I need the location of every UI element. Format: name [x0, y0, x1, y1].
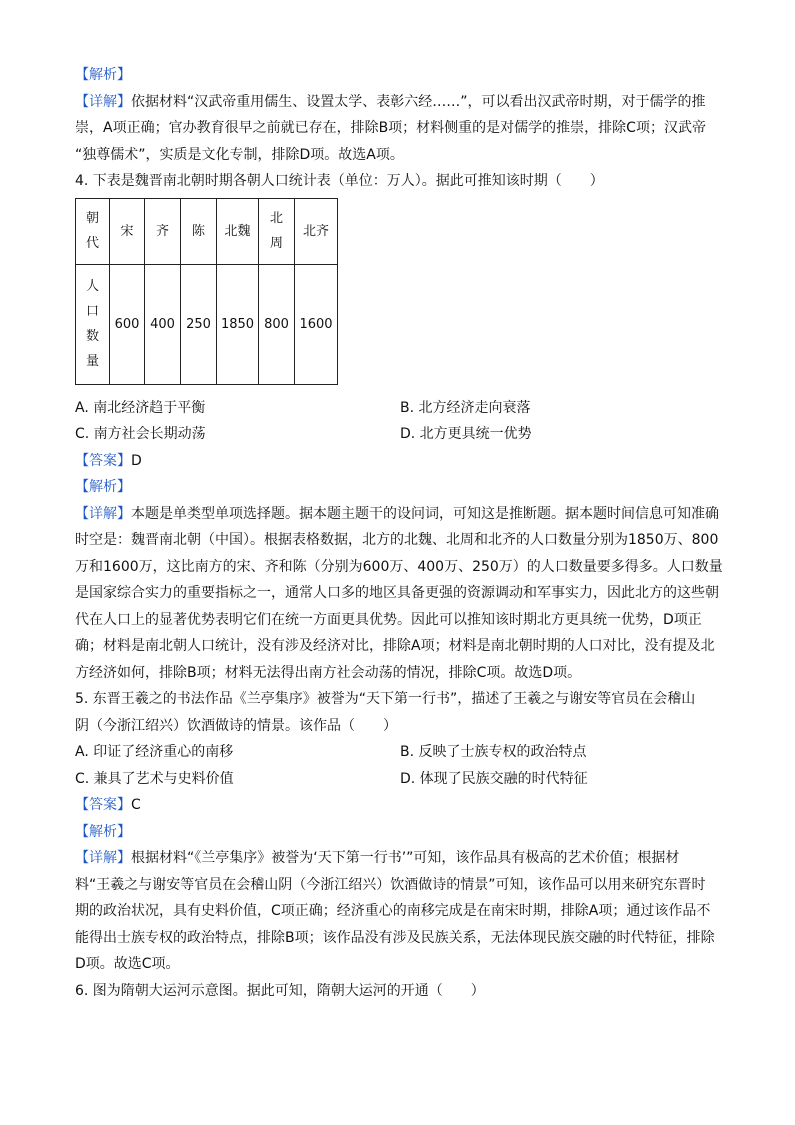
table-row-label: 人 口 数 量 [76, 264, 110, 384]
q5-option-b: B. 反映了士族专权的政治特点 [400, 744, 587, 760]
q5-detail-line: 料“王羲之与谢安等官员在会稽山阴（今浙江绍兴）饮酒做诗的情景”可知，该作品可以用来研究东晋时 [75, 876, 706, 893]
table-dynasty-cell: 北齐 [295, 198, 338, 264]
table-value-cell: 800 [259, 264, 295, 384]
q5-options-row [75, 766, 725, 793]
q5-detail-line: 【详解】根据材料“《兰亭集序》被誉为‘天下第一行书’”可知，该作品具有极高的艺术价值；根据材 [75, 850, 680, 866]
q4-detail-line: 确；材料是南北朝人口统计，没有涉及经济对比，排除A项；材料是南北朝时期的人口对比，没有提及北 [75, 638, 715, 654]
q4-detail-line: 时空是：魏晋南北朝（中国）。根据表格数据，北方的北魏、北周和北齐的人口数量分别为1850万、800 [75, 532, 719, 548]
q5-answer: 【答案】C [75, 797, 141, 813]
q4-stem: 4. 下表是魏晋南北朝时期各朝人口统计表（单位：万人）。据此可推知该时期（ ） [75, 173, 604, 189]
q4-detail-line: 代在人口上的显著优势表明它们在统一方面更具优势。因此可以推知该时期北方更具统一优势，D项正 [75, 611, 702, 628]
q4-detail-line: 万和1600万，这比南方的宋、齐和陈（分别为600万、400万、250万）的人口数量要多得多。人口数量 [75, 558, 723, 575]
q4-option-d: D. 北方更具统一优势 [400, 426, 532, 442]
q4-option-a: A. 南北经济趋于平衡 [75, 399, 206, 416]
q5-analysis-tag: 【解析】 [75, 823, 131, 840]
q5-detail-line: 能得出士族专权的政治特点，排除B项；该作品没有涉及民族关系，无法体现民族交融的时代特征，排除 [75, 929, 715, 946]
table-header-label: 朝 代 [76, 198, 110, 264]
q4-detail-line: 是国家综合实力的重要指标之一，通常人口多的地区具备更强的资源调动和军事实力，因此北方的这些朝 [75, 585, 719, 601]
q4-answer: 【答案】D [75, 452, 142, 469]
q3-detail-line: “独尊儒术”，实质是文化专制，排除D项。故选A项。 [75, 146, 404, 163]
q4-detail-line: 方经济如何，排除B项；材料无法得出南方社会动荡的情况，排除C项。故选D项。 [75, 664, 582, 681]
q5-options-row [75, 739, 725, 766]
q5-detail-line: 期的政治状况，具有史料价值，C项正确；经济重心的南移完成是在南宋时期，排除A项；通过该作品不 [75, 903, 711, 919]
q6-stem: 6. 图为隋朝大运河示意图。据此可知，隋朝大运河的开通（ ） [75, 982, 485, 999]
q3-detail-line: 崇，A项正确；官办教育很早之前就已存在，排除B项；材料侧重的是对儒学的推崇，排除C项；汉武帝 [75, 120, 706, 136]
exam-page [75, 62, 725, 1004]
q4-analysis-tag: 【解析】 [75, 479, 131, 495]
table-dynasty-cell: 宋 [110, 198, 145, 264]
q4-detail-line: 【详解】本题是单类型单项选择题。据本题主题干的设问词，可知这是推断题。据本题时间信息可知准确 [75, 505, 719, 522]
table-dynasty-cell: 北魏 [217, 198, 259, 264]
q3-analysis-tag: 【解析】 [75, 67, 131, 83]
table-value-cell: 1600 [295, 264, 338, 384]
table-value-cell: 400 [145, 264, 181, 384]
table-value-cell: 250 [181, 264, 217, 384]
table-dynasty-cell: 北 周 [259, 198, 295, 264]
table-dynasty-cell: 齐 [145, 198, 181, 264]
q3-detail-line: 【详解】依据材料“汉武帝重用儒生、设置太学、表彰六经……”，可以看出汉武帝时期，对于儒学的推 [75, 93, 706, 110]
table-dynasty-cell: 陈 [181, 198, 217, 264]
q5-option-a: A. 印证了经济重心的南移 [75, 744, 234, 760]
q4-options-row [75, 421, 725, 448]
q3-detail-tag: 【详解】 [75, 93, 131, 110]
q4-option-b: B. 北方经济走向衰落 [400, 399, 531, 416]
q4-option-c: C. 南方社会长期动荡 [75, 426, 206, 442]
q5-stem-line: 阴（今浙江绍兴）饮酒做诗的情景。该作品（ ） [75, 717, 397, 734]
population-table [75, 198, 338, 385]
q5-stem-line: 5. 东晋王羲之的书法作品《兰亭集序》被誉为“天下第一行书”，描述了王羲之与谢安等官员在会稽山 [75, 691, 696, 707]
table-value-cell: 1850 [217, 264, 259, 384]
q5-detail-line: D项。故选C项。 [75, 956, 180, 972]
q5-option-d: D. 体现了民族交融的时代特征 [400, 770, 588, 787]
q4-options-row [75, 395, 725, 422]
table-value-cell: 600 [110, 264, 145, 384]
q5-option-c: C. 兼具了艺术与史料价值 [75, 770, 234, 787]
